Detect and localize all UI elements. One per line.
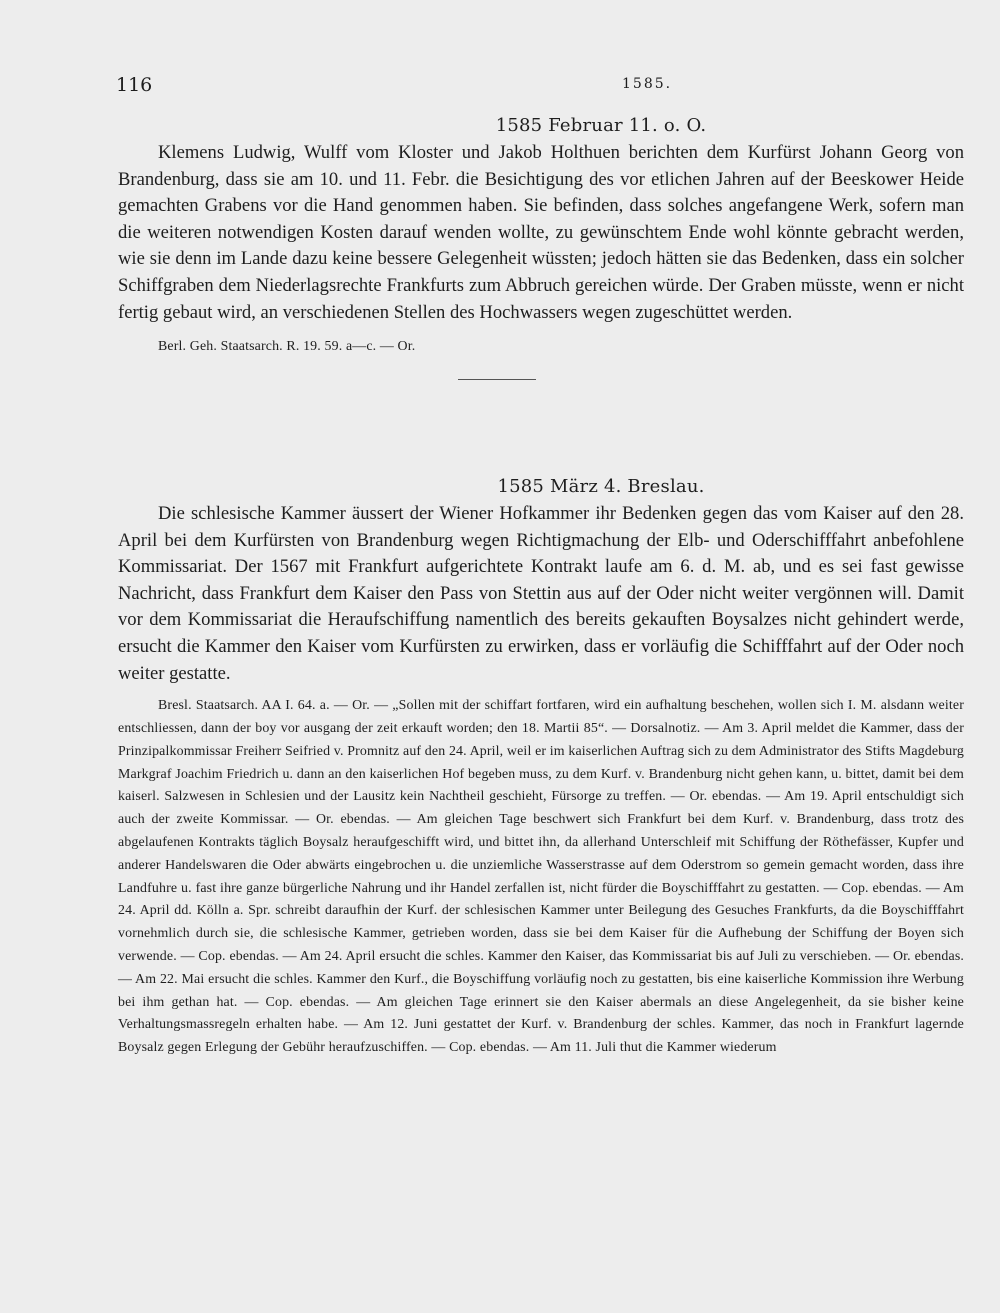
entry-source-note: Bresl. Staatsarch. AA I. 64. a. — Or. — „Sollen mit der schiffart fortfaren, wird ein aufhaltung beschehen, wollen sich I. M. alsdann weiter entschliessen, dann der boy vor ausgang der zeit erkauft worden; den 18. Martii 85“. — Dorsalnotiz. — Am 3. April meldet die Kammer, dass der Prinzipalkommissar Freiherr Seifried v. Promnitz auf den 24. April, weil er im kaiserlichen Auftrag sich zu dem Administrator des Stifts Magdeburg Markgraf Joachim Friedrich u. dann an den kaiserlichen Hof begeben muss, zu dem Kurf. v. Brandenburg nicht gehen kann, u. bittet, damit bei dem kaiserl. Salzwesen in Schlesien und der Lausitz kein Nachtheil geschieht, Fürsorge zu treffen. — Or. ebendas. — Am 19. April entschuldigt sich auch der zweite Kommissar. — Or. ebendas. — Am gleichen Tage beschwert sich Frankfurt bei dem Kurf. v. Brandenburg, dass trotz des abgelaufenen Kontrakts täglich Boysalz heraufgeschifft wird, und bittet ihn, da allerhand Unterschleif mit Schiffung der Röthefässer, Kupfer und anderer Handelswaren die Oder abwärts eingebrochen u. die unziemliche Wasserstrasse auf dem Oderstrom so gemein gemacht worden, dass ihre Landfuhre u. fast ihre ganze bürgerliche Nahrung und ihr Handel zerfallen ist, nicht fürder die Boyschifffahrt zu gestatten. — Cop. ebendas. — Am 24. April dd. Kölln a. Spr. schreibt daraufhin der Kurf. der schlesischen Kammer unter Beilegung des Gesuches Frankfurts, da die Boyschifffahrt vornehmlich durch sie, die schlesische Kammer, getrieben worden, dass sie bei dem Kaiser für die Aufhebung der Schiffung der Boyen sich verwende. — Cop. ebendas. — Am 24. April ersucht die schles. Kammer den Kaiser, das Kommissariat bis auf Juli zu verschieben. — Or. ebendas. — Am 22. Mai ersucht die schles. Kammer den Kurf., die Boyschiffung vorläufig noch zu gestatten, bis eine kaiserliche Kommission ihre Werbung bei ihm gethan hat. — Cop. ebendas. — Am gleichen Tage erinnert sie den Kaiser abermals an diese Angelegenheit, da sie bisher keine Verhaltungsmassregeln erhalten habe. — Am 12. Juni gestattet der Kurf. v. Brandenburg der schles. Kammer, das noch in Frankfurt lagernde Boysalz gegen Erlegung der Gebühr heraufzuschiffen. — Cop. ebendas. — Am 11. Juli thut die Kammer wiederum: [118, 698, 964, 1056]
entry-regest: Klemens Ludwig, Wulff vom Kloster und Jakob Holthuen berichten dem Kurfürst Johann Georg von Brandenburg, dass sie am 10. und 11. Febr. die Besichtigung des vor etlichen Jahren auf der Beeskower Heide gemachten Grabens vor die Hand genommen haben. Sie befinden, dass solches angefangene Werk, sofern man die weiteren notwendigen Kosten darauf wenden wollte, zu gewünschtem Ende wohl könnte gebracht werden, wie sie denn im Lande dazu keine bessere Gelegenheit wüssten; jedoch hätten sie das Bedenken, dass ein solcher Schiffgraben dem Niederlagsrechte Frankfurts zum Abbruch gereichen würde. Der Graben müsste, wenn er nicht fertig gebaut wird, an verschiedenen Stellen des Hochwassers wegen zugeschüttet werden.: [118, 142, 964, 323]
document-entry-1: [118, 114, 964, 380]
entry-date-line: 1585 März 4. Breslau.: [497, 476, 705, 497]
running-title: 1585.: [622, 76, 673, 92]
page-number: 116: [116, 74, 153, 96]
entry-source-note: Berl. Geh. Staatsarch. R. 19. 59. a—c. — Or.: [158, 339, 416, 355]
entry-date-line: 1585 Februar 11. o. O.: [495, 115, 707, 136]
section-divider: [458, 379, 536, 380]
entry-regest: Die schlesische Kammer äussert der Wiener Hofkammer ihr Bedenken gegen das vom Kaiser auf den 28. April bei dem Kurfürsten von Brandenburg wegen Richtigmachung der Elb- und Oderschifffahrt anbefohlene Kommissariat. Der 1567 mit Frankfurt aufgerichtete Kontrakt laufe am 6. d. M. ab, und es sei fast gewisse Nachricht, dass Frankfurt dem Kaiser den Pass von Stettin aus auf der Oder nicht weiter vergönnen will. Damit vor dem Kommissariat die Heraufschiffung namentlich des bereits gekauften Boysalzes nicht gehindert werde, ersucht die Kammer den Kaiser vom Kurfürsten zu erwirken, dass er vorläufig die Schifffahrt auf der Oder noch weiter gestatte.: [118, 503, 964, 684]
document-entry-2: [118, 475, 964, 1060]
running-head: [112, 74, 964, 98]
